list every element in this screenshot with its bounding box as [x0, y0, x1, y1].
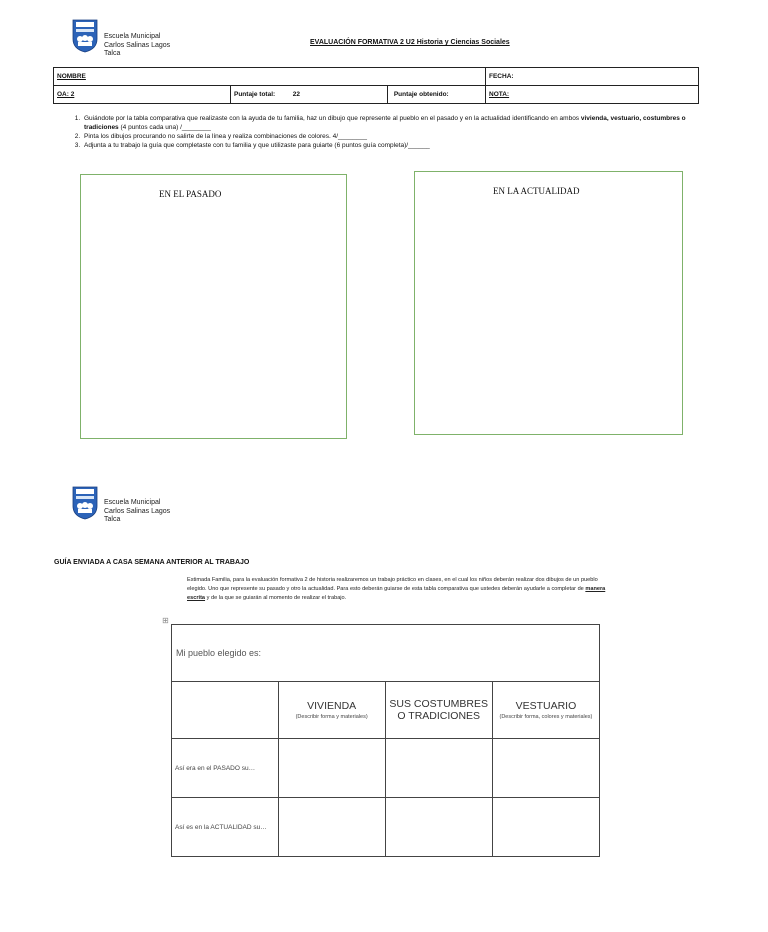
col-costumbres-title: SUS COSTUMBRES O TRADICIONES — [389, 698, 489, 722]
past-vestuario-cell[interactable] — [492, 739, 599, 798]
instruction-1 — [82, 114, 717, 132]
present-vivienda-cell[interactable] — [278, 798, 385, 857]
puntaje-total-label: Puntaje total: — [234, 91, 276, 98]
oa-cell: OA: 2 — [54, 86, 231, 104]
col-vivienda-title: VIVIENDA — [307, 700, 357, 712]
nota-cell: NOTA: — [486, 86, 699, 104]
school-logo — [72, 19, 98, 53]
col-costumbres — [385, 682, 492, 739]
past-vivienda-cell[interactable] — [278, 739, 385, 798]
school-name — [104, 33, 170, 59]
school-line-3b: Talca — [104, 516, 121, 523]
comparison-table — [171, 624, 600, 857]
document-title: EVALUACIÓN FORMATIVA 2 U2 Historia y Ciencias Sociales — [310, 39, 510, 46]
puntaje-total-value: 22 — [292, 91, 301, 98]
empty-corner-cell — [172, 682, 279, 739]
school-line-3: Talca — [104, 50, 121, 57]
instruction-1-bold: vivienda, vestuario, costumbres o tradiciones — [84, 115, 686, 131]
school-line-1b: Escuela Municipal — [104, 499, 161, 506]
past-costumbres-cell[interactable] — [385, 739, 492, 798]
col-vestuario-title: VESTUARIO — [515, 700, 577, 712]
col-vestuario — [492, 682, 599, 739]
guide-intro — [187, 576, 607, 603]
present-vestuario-cell[interactable] — [492, 798, 599, 857]
col-vivienda — [278, 682, 385, 739]
instruction-1-text: Guiándote por la tabla comparativa que realizaste con la ayuda de tu familia, haz un dibujo que represente al pueblo en el pasado y en la actualidad identificando en ambos — [84, 115, 581, 122]
guide-intro-bold: manera escrita — [187, 586, 606, 601]
puntaje-obtenido-label: Puntaje obtenido: — [393, 91, 449, 98]
guide-intro-text: Estimada Familia, para la evaluación formativa 2 de historia realizaremos un trabajo práctico en clases, en el cual los niños deberán realizar dos dibujos de un pueblo elegido. Uno que represente su pasado y otro la actualidad. Para esto deberán guiarse de esta tabla comparativa que ustedes deberán ayudarle a completar de — [187, 577, 598, 592]
instruction-2: 2. Pinta los dibujos procurando no salirte de la línea y realiza combinaciones de colores. 4/________ — [82, 132, 717, 141]
table-move-handle-icon[interactable]: ⊞ — [162, 616, 169, 625]
school-line-1: Escuela Municipal — [104, 33, 161, 40]
school-line-2b: Carlos Salinas Lagos — [104, 507, 171, 515]
school-line-2: Carlos Salinas Lagos — [104, 41, 171, 49]
present-frame-title: EN LA ACTUALIDAD — [493, 186, 580, 196]
puntaje-total-cell — [231, 86, 388, 104]
present-costumbres-cell[interactable] — [385, 798, 492, 857]
row-present-label: Así es en la ACTUALIDAD su… — [172, 798, 279, 857]
instructions-list — [68, 114, 717, 150]
past-frame-title: EN EL PASADO — [159, 189, 222, 199]
instruction-1-points: (4 puntos cada una) /________ — [118, 124, 211, 131]
past-drawing-frame[interactable] — [80, 174, 347, 439]
chosen-town-cell[interactable]: Mi pueblo elegido es: — [172, 625, 600, 682]
present-drawing-frame[interactable] — [414, 171, 683, 435]
puntaje-obtenido-cell — [388, 86, 486, 104]
instruction-3: 3. Adjunta a tu trabajo la guía que completaste con tu familia y que utilizaste para guiarte (6 puntos guía completa)/______ — [82, 141, 717, 150]
row-past-label: Así era en el PASADO su… — [172, 739, 279, 798]
student-info-table — [53, 67, 699, 104]
col-vivienda-sub: (Describir forma y materiales) — [295, 714, 368, 720]
school-name-2 — [104, 499, 170, 525]
nombre-cell: NOMBRE — [54, 68, 486, 86]
fecha-cell: FECHA: — [486, 68, 699, 86]
guide-intro-end: y de la que se guiarán al momento de realizar el trabajo. — [205, 595, 347, 601]
school-logo-2 — [72, 486, 98, 520]
guide-title: GUÍA ENVIADA A CASA SEMANA ANTERIOR AL TRABAJO — [54, 559, 250, 566]
col-vestuario-sub: (Describir forma, colores y materiales) — [499, 714, 593, 720]
